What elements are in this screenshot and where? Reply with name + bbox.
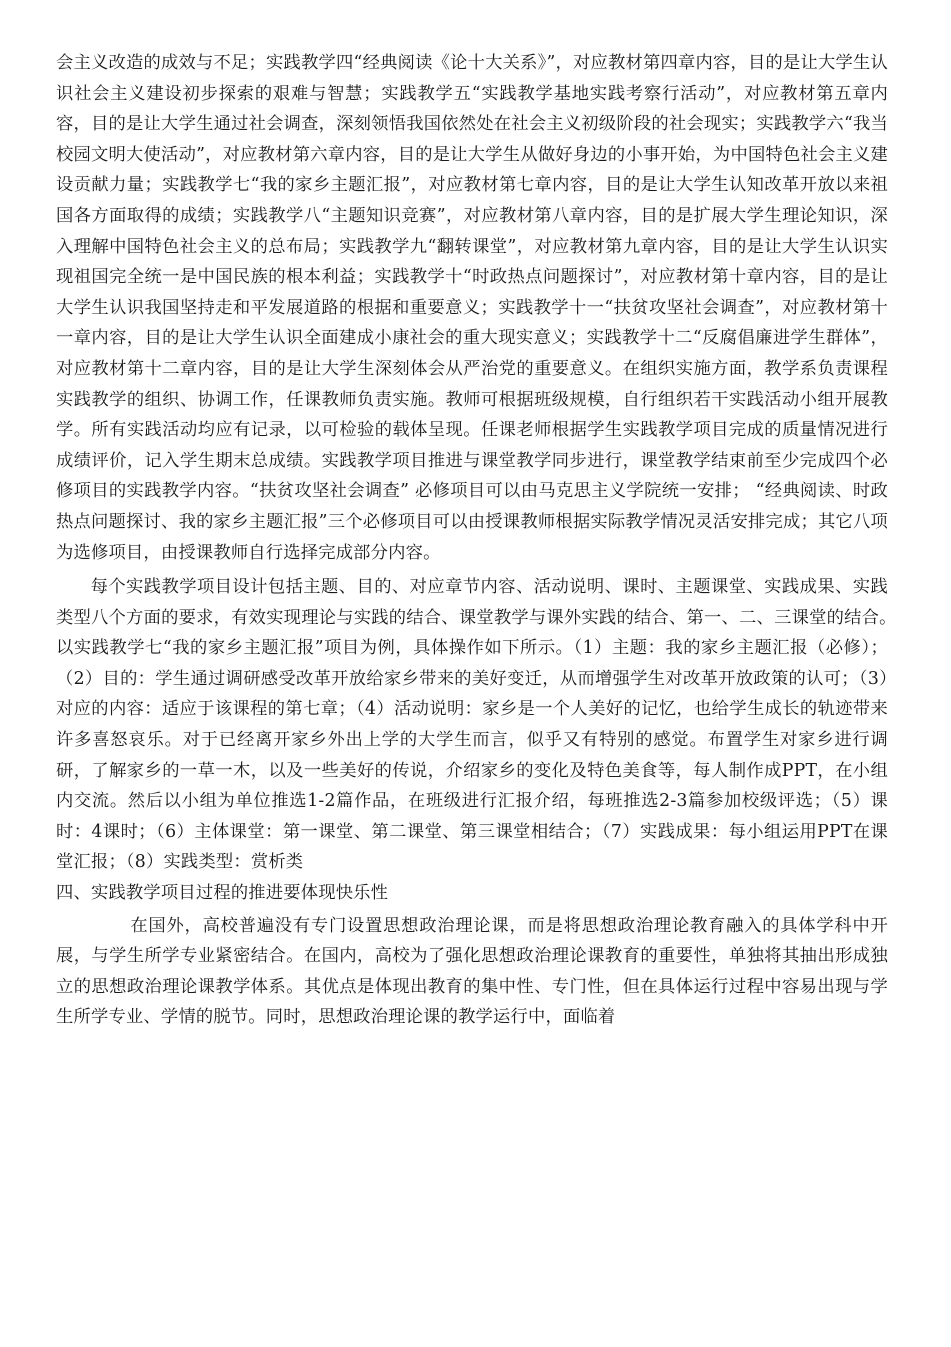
body-paragraph-practice-items: 会主义改造的成效与不足；实践教学四“经典阅读《论十大关系》”，对应教材第四章内容，目的是让大学生认识社会主义建设初步探索的艰难与智慧；实践教学五“实践教学基地实践考察行活动”，对应教材第五章内容，目的是让大学生通过社会调查，深刻领悟我国依然处在社会主义初级阶段的社会现实；实践教学六“我当校园文明大使活动”，对应教材第六章内容，目的是让大学生从做好身边的小事开始，为中国特色社会主义建设贡献力量；实践教学七“我的家乡主题汇报”，对应教材第七章内容，目的是让大学生认知改革开放以来祖国各方面取得的成绩；实践教学八“主题知识竞赛”，对应教材第八章内容，目的是扩展大学生理论知识，深入理解中国特色社会主义的总布局；实践教学九“翻转课堂”，对应教材第九章内容，目的是让大学生认识实现祖国完全统一是中国民族的根本利益；实践教学十“时政热点问题探讨”，对应教材第十章内容，目的是让大学生认识我国坚持走和平发展道路的根据和重要意义；实践教学十一“扶贫攻坚社会调查”，对应教材第十一章内容，目的是让大学生认识全面建成小康社会的重大现实意义；实践教学十二“反腐倡廉进学生群体”，对应教材第十二章内容，目的是让大学生深刻体会从严治党的重要意义。在组织实施方面，教学系负责课程实践教学的组织、协调工作，任课教师负责实施。教师可根据班级规模，自行组织若干实践活动小组开展教学。所有实践活动均应有记录，以可检验的载体呈现。任课老师根据学生实践教学项目完成的质量情况进行成绩评价，记入学生期末总成绩。实践教学项目推进与课堂教学同步进行，课堂教学结束前至少完成四个必修项目的实践教学内容。“扶贫攻坚社会调查” 必修项目可以由马克思主义学院统一安排； “经典阅读、时政热点问题探讨、我的家乡主题汇报”三个必修项目可以由授课教师根据实际教学情况灵活安排完成；其它八项为选修项目，由授课教师自行选择完成部分内容。 (56, 53, 888, 563)
body-paragraph-project-design: 每个实践教学项目设计包括主题、目的、对应章节内容、活动说明、课时、主题课堂、实践成果、实践类型八个方面的要求，有效实现理论与实践的结合、课堂教学与课外实践的结合、第一、二、三课堂的结合。 以实践教学七“我的家乡主题汇报”项目为例，具体操作如下所示。（1）主题：我的家乡主题汇报（必修）；（2）目的：学生通过调研感受改革开放给家乡带来的美好变迁，从而增强学生对改革开放政策的认可；（3）对应的内容：适应于该课程的第七章；（4）活动说明：家乡是一个人美好的记忆，也给学生成长的轨迹带来许多喜怒哀乐。对于已经离开家乡外出上学的大学生而言，似乎又有特别的感觉。布置学生对家乡进行调研，了解家乡的一草一木，以及一些美好的传说，介绍家乡的变化及特色美食等，每人制作成PPT，在小组内交流。然后以小组为单位推选1-2篇作品，在班级进行汇报介绍，每班推选2-3篇参加校级评选；（5）课时：4课时；（6）主体课堂：第一课堂、第二课堂、第三课堂相结合；（7）实践成果：每小组运用PPT在课堂汇报；（8）实践类型：赏析类 (56, 577, 906, 873)
section-heading-4: 四、实践教学项目过程的推进要体现快乐性 (56, 883, 389, 904)
document-page (56, 48, 906, 1033)
body-paragraph-foreign-comparison: 在国外，高校普遍没有专门设置思想政治理论课，而是将思想政治理论教育融入的具体学科中开展，与学生所学专业紧密结合。在国内，高校为了强化思想政治理论课教育的重要性，单独将其抽出形成独立的思想政治理论课教学体系。其优点是体现出教育的集中性、专门性，但在具体运行过程中容易出现与学生所学专业、学情的脱节。同时，思想政治理论课的教学运行中，面临着 (56, 915, 888, 1028)
